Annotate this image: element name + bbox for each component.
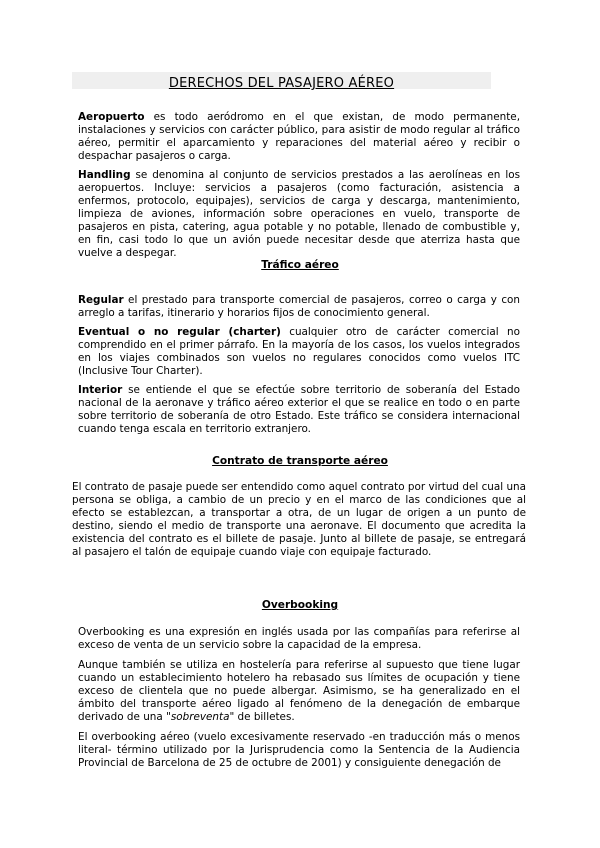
page-title: DERECHOS DEL PASAJERO AÉREO xyxy=(168,76,395,91)
trafico-section xyxy=(78,294,520,436)
paragraph-interior xyxy=(78,384,520,436)
term-interior: Interior xyxy=(78,384,123,396)
paragraph-handling xyxy=(78,169,520,260)
text-charter: cualquier otro de carácter comercial no comprendido en el primer párrafo. En la mayoría de los casos, los vuelos integrados en los viajes combinados son vuelos no regulares conocidos como vuelos ITC (Inclusive Tour Charter). xyxy=(78,326,520,377)
overbooking-section xyxy=(78,626,520,770)
overbooking-2-emphasis: "sobreventa" xyxy=(166,711,235,723)
paragraph-overbooking-3: El overbooking aéreo (vuelo excesivamente reservado -en traducción más o menos literal- término utilizado por la Jurisprudencia como la Sentencia de la Audiencia Provincial de Barcelona de 25 de octubre de 2001) y consiguiente denegación de xyxy=(78,731,520,769)
paragraph-overbooking-2 xyxy=(78,659,520,724)
text-handling: se denomina al conjunto de servicios prestados a las aerolíneas en los aeropuertos. Incluye: servicios a pasajeros (como facturación, asistencia a enfermos, protocolo, equipajes), servicios de carga y descarga, mantenimiento, limpieza de aviones, información sobre operaciones en vuelo, transporte de pasajeros en pista, catering, agua potable y no potable, llenado de combustible y, en fin, casi todo lo que un avión puede necesitar desde que aterriza hasta que vuelve a despegar. xyxy=(78,169,520,259)
paragraph-charter xyxy=(78,326,520,378)
paragraph-overbooking-1: Overbooking es una expresión en inglés usada por las compañías para referirse al exceso de venta de un servicio sobre la capacidad de la empresa. xyxy=(78,626,520,651)
overbooking-2-end: de billetes. xyxy=(234,711,295,723)
heading-overbooking: Overbooking xyxy=(261,599,339,611)
paragraph-regular xyxy=(78,294,520,320)
term-charter: Eventual o no regular (charter) xyxy=(78,326,281,338)
term-regular: Regular xyxy=(78,294,124,306)
heading-contrato: Contrato de transporte aéreo xyxy=(212,455,388,467)
term-aeropuerto: Aeropuerto xyxy=(78,111,145,123)
contrato-section xyxy=(72,481,526,559)
paragraph-aeropuerto xyxy=(78,111,520,163)
intro-section xyxy=(78,111,520,260)
text-aeropuerto: es todo aeródromo en el que existan, de modo permanente, instalaciones y servicios con carácter público, para asistir de modo regular al tráfico aéreo, permitir el aparcamiento y reparaciones del material aéreo y recibir o despachar pasajeros o carga. xyxy=(78,111,520,162)
term-handling: Handling xyxy=(78,169,131,181)
text-interior: se entiende el que se efectúe sobre territorio de soberanía del Estado nacional de la aeronave y tráfico aéreo exterior el que se realice en todo o en parte sobre territorio de soberanía de otro Estado. Este tráfico se considera internacional cuando tenga escala en territorio extranjero. xyxy=(78,384,520,435)
text-regular: el prestado para transporte comercial de pasajeros, correo o carga y con arreglo a tarifas, itinerario y horarios fijos de conocimiento general. xyxy=(78,294,520,319)
overbooking-2-text: Aunque también se utiliza en hostelería para referirse al supuesto que tiene lugar cuando un establecimiento hotelero ha rebasado sus límites de ocupación y tiene exceso de clientela que no puede albergar. Asimismo, se ha generalizado en el ámbito del transporte aéreo ligado al fenómeno de la denegación de embarque derivado de una xyxy=(78,659,520,723)
heading-trafico: Tráfico aéreo xyxy=(261,259,339,271)
title-bar xyxy=(72,72,491,89)
paragraph-contrato: El contrato de pasaje puede ser entendido como aquel contrato por virtud del cual una persona se obliga, a cambio de un precio y en el marco de las condiciones que al efecto se establezcan, a transportar a otra, de un lugar de origen a un punto de destino, siendo el medio de transporte una aeronave. El documento que acredita la existencia del contrato es el billete de pasaje. Junto al billete de pasaje, se entregará al pasajero el talón de equipaje cuando viaje con equipaje facturado. xyxy=(72,481,526,558)
